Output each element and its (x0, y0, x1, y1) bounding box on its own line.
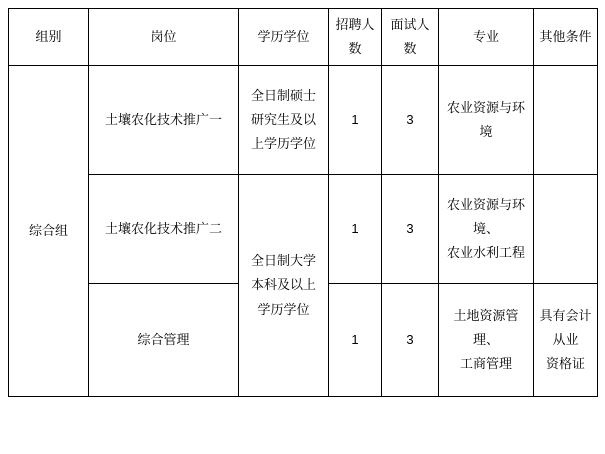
cell-major (439, 66, 534, 175)
cell-other-line2: 从业 (552, 331, 579, 347)
table-header-row (9, 9, 598, 66)
column-header-recruit-count-line1: 招聘人 (335, 16, 375, 32)
table-header (9, 9, 598, 66)
cell-major-line2: 境、 (472, 220, 499, 236)
cell-major-line3: 农业水利工程 (446, 245, 525, 261)
cell-other-line1: 具有会计 (539, 307, 592, 323)
cell-major-line2: 境 (479, 124, 493, 139)
cell-group: 综合组 (9, 66, 89, 397)
cell-education (239, 175, 329, 397)
cell-education-line1: 全日制硕士 (250, 87, 316, 103)
cell-recruit-count: 1 (329, 175, 382, 284)
column-header-other (534, 9, 598, 66)
column-header-education-line: 学历学位 (257, 28, 310, 44)
cell-other (534, 175, 598, 284)
cell-major (439, 175, 534, 284)
cell-education-line3: 学历学位 (257, 301, 310, 317)
cell-position: 土壤农化技术推广二 (89, 175, 239, 284)
column-header-major-line: 专业 (472, 28, 499, 44)
column-header-other-line: 其他条件 (539, 28, 592, 44)
cell-recruit-count: 1 (329, 66, 382, 175)
column-header-group-line: 组别 (35, 28, 62, 44)
table-row (9, 175, 598, 284)
cell-education-line3: 上学历学位 (250, 136, 316, 152)
cell-major-line2: 理、 (472, 331, 499, 347)
column-header-recruit-count (329, 9, 382, 66)
cell-education-line2: 本科及以上 (250, 277, 316, 293)
column-header-group (9, 9, 89, 66)
cell-major-line1: 农业资源与环 (446, 196, 525, 212)
table-row (9, 66, 598, 175)
column-header-interview-count-line2: 数 (403, 41, 417, 56)
cell-major-line1: 土地资源管 (453, 307, 519, 323)
cell-interview-count: 3 (382, 284, 439, 397)
column-header-education (239, 9, 329, 66)
cell-major (439, 284, 534, 397)
cell-other-line3: 资格证 (545, 356, 585, 372)
cell-education (239, 66, 329, 175)
cell-interview-count: 3 (382, 66, 439, 175)
cell-education-line1: 全日制大学 (250, 253, 316, 269)
cell-major-line3: 工商管理 (459, 356, 512, 372)
cell-position: 综合管理 (89, 284, 239, 397)
cell-other (534, 284, 598, 397)
column-header-major (439, 9, 534, 66)
column-header-position (89, 9, 239, 66)
table-body (9, 66, 598, 397)
cell-other (534, 66, 598, 175)
cell-recruit-count: 1 (329, 284, 382, 397)
cell-interview-count: 3 (382, 175, 439, 284)
column-header-interview-count (382, 9, 439, 66)
recruitment-table (8, 8, 598, 397)
cell-education-line2: 研究生及以 (250, 111, 316, 127)
column-header-interview-count-line1: 面试人 (390, 16, 430, 32)
cell-position: 土壤农化技术推广一 (89, 66, 239, 175)
column-header-recruit-count-line2: 数 (348, 41, 362, 56)
cell-major-line1: 农业资源与环 (446, 99, 525, 115)
column-header-position-line: 岗位 (150, 28, 177, 44)
